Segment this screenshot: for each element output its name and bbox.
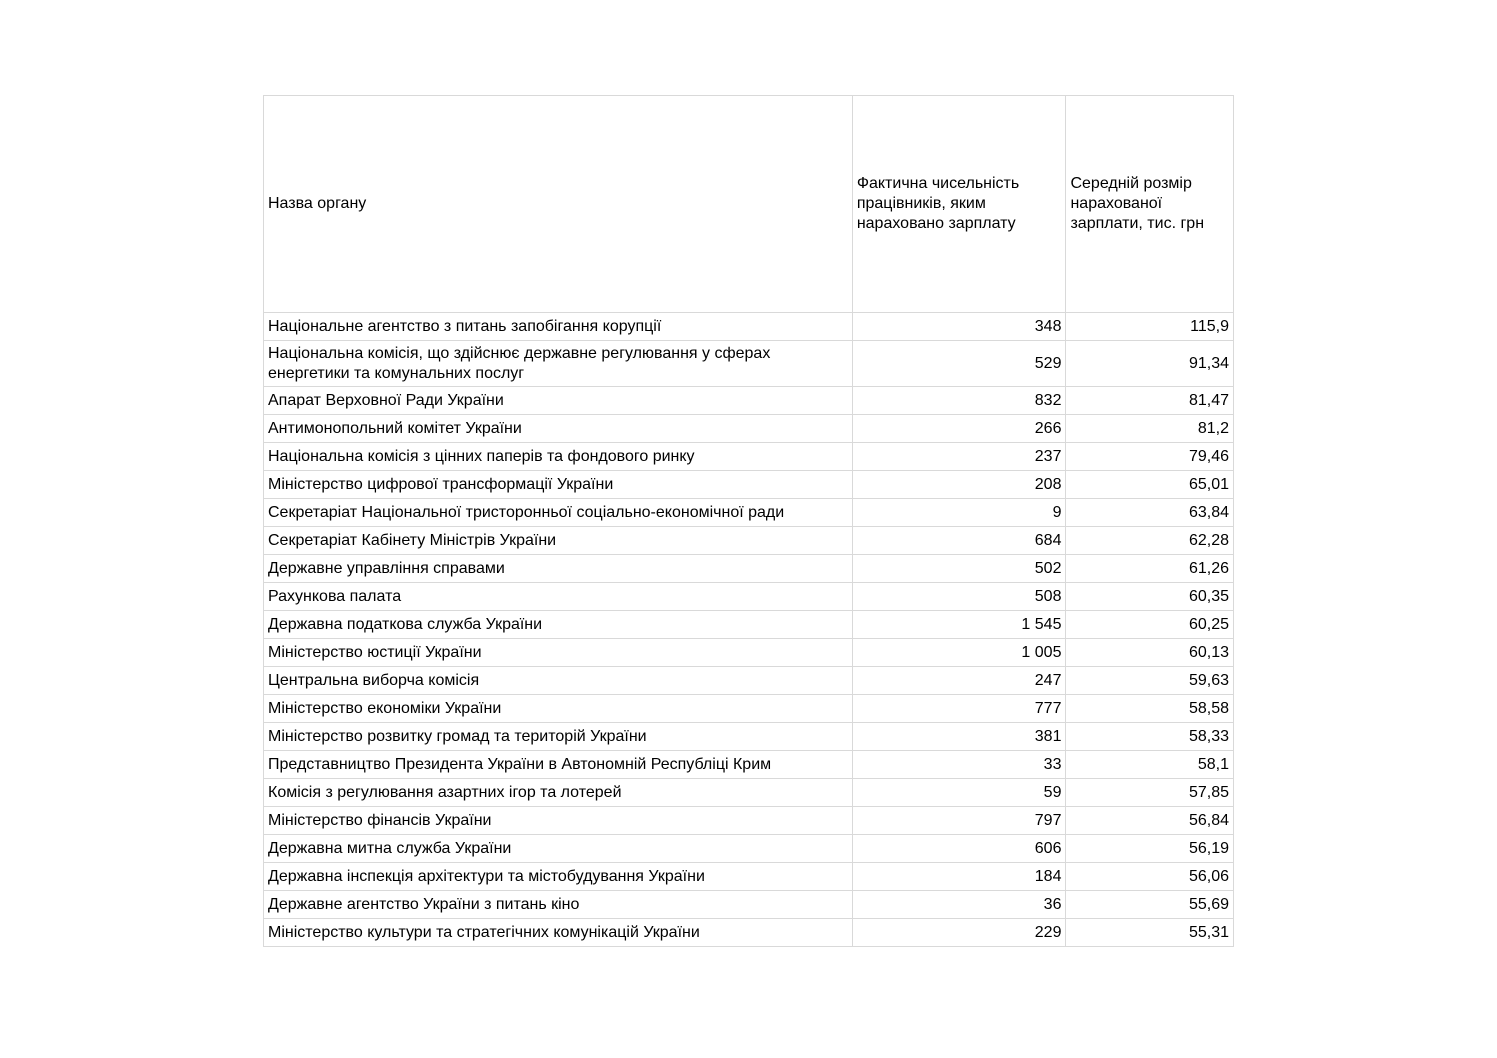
row-employee-count: 502 [852, 555, 1066, 583]
row-average-salary: 56,84 [1066, 807, 1234, 835]
table-row [264, 667, 1234, 695]
row-body-name: Міністерство економіки України [264, 695, 853, 723]
row-body-name: Міністерство фінансів України [264, 807, 853, 835]
row-average-salary: 57,85 [1066, 779, 1234, 807]
row-body-name: Представництво Президента України в Автономній Республіці Крим [264, 751, 853, 779]
row-body-name: Апарат Верховної Ради України [264, 387, 853, 415]
row-employee-count: 208 [852, 471, 1066, 499]
row-average-salary: 79,46 [1066, 443, 1234, 471]
row-body-name: Національна комісія, що здійснює державне регулювання у сферах енергетики та комунальних послуг [264, 341, 853, 387]
row-average-salary: 62,28 [1066, 527, 1234, 555]
row-employee-count: 9 [852, 499, 1066, 527]
row-employee-count: 184 [852, 863, 1066, 891]
row-average-salary: 60,13 [1066, 639, 1234, 667]
row-body-name: Національна комісія з цінних паперів та фондового ринку [264, 443, 853, 471]
table-body [264, 313, 1234, 947]
table-row [264, 779, 1234, 807]
row-employee-count: 59 [852, 779, 1066, 807]
table-row [264, 611, 1234, 639]
table-row [264, 415, 1234, 443]
row-employee-count: 508 [852, 583, 1066, 611]
header-average-salary: Середній розмір нарахованої зарплати, тис. грн [1066, 96, 1234, 313]
row-employee-count: 529 [852, 341, 1066, 387]
row-average-salary: 60,35 [1066, 583, 1234, 611]
row-average-salary: 115,9 [1066, 313, 1234, 341]
row-average-salary: 60,25 [1066, 611, 1234, 639]
row-average-salary: 65,01 [1066, 471, 1234, 499]
row-employee-count: 348 [852, 313, 1066, 341]
row-body-name: Секретаріат Кабінету Міністрів України [264, 527, 853, 555]
row-employee-count: 237 [852, 443, 1066, 471]
row-average-salary: 58,58 [1066, 695, 1234, 723]
salary-table [263, 95, 1234, 947]
table-row [264, 527, 1234, 555]
row-average-salary: 91,34 [1066, 341, 1234, 387]
row-body-name: Рахункова палата [264, 583, 853, 611]
row-employee-count: 1 005 [852, 639, 1066, 667]
table-row [264, 863, 1234, 891]
table-row [264, 499, 1234, 527]
header-row [264, 96, 1234, 313]
header-employee-count: Фактична чисельність працівників, яким нараховано зарплату [852, 96, 1066, 313]
row-body-name: Центральна виборча комісія [264, 667, 853, 695]
row-average-salary: 58,33 [1066, 723, 1234, 751]
row-employee-count: 832 [852, 387, 1066, 415]
row-employee-count: 1 545 [852, 611, 1066, 639]
row-employee-count: 777 [852, 695, 1066, 723]
table-header [264, 96, 1234, 313]
table-row [264, 471, 1234, 499]
row-employee-count: 36 [852, 891, 1066, 919]
row-body-name: Національне агентство з питань запобігання корупції [264, 313, 853, 341]
table-row [264, 387, 1234, 415]
row-average-salary: 56,19 [1066, 835, 1234, 863]
row-average-salary: 61,26 [1066, 555, 1234, 583]
table-row [264, 555, 1234, 583]
row-body-name: Державна інспекція архітектури та містобудування України [264, 863, 853, 891]
row-body-name: Комісія з регулювання азартних ігор та лотерей [264, 779, 853, 807]
row-employee-count: 266 [852, 415, 1066, 443]
table-row [264, 341, 1234, 387]
row-average-salary: 81,2 [1066, 415, 1234, 443]
row-average-salary: 63,84 [1066, 499, 1234, 527]
table-row [264, 751, 1234, 779]
table-row [264, 313, 1234, 341]
table-row [264, 695, 1234, 723]
table-row [264, 443, 1234, 471]
row-average-salary: 59,63 [1066, 667, 1234, 695]
row-body-name: Секретаріат Національної тристоронньої соціально-економічної ради [264, 499, 853, 527]
row-employee-count: 229 [852, 919, 1066, 947]
row-average-salary: 58,1 [1066, 751, 1234, 779]
row-average-salary: 55,69 [1066, 891, 1234, 919]
row-body-name: Антимонопольний комітет України [264, 415, 853, 443]
header-body-name: Назва органу [264, 96, 853, 313]
row-employee-count: 381 [852, 723, 1066, 751]
table-row [264, 835, 1234, 863]
row-employee-count: 797 [852, 807, 1066, 835]
row-employee-count: 606 [852, 835, 1066, 863]
row-body-name: Міністерство юстиції України [264, 639, 853, 667]
row-employee-count: 247 [852, 667, 1066, 695]
row-body-name: Державна митна служба України [264, 835, 853, 863]
row-employee-count: 33 [852, 751, 1066, 779]
table-row [264, 891, 1234, 919]
row-body-name: Державна податкова служба України [264, 611, 853, 639]
table-row [264, 919, 1234, 947]
row-body-name: Міністерство розвитку громад та територій України [264, 723, 853, 751]
table-row [264, 807, 1234, 835]
row-average-salary: 81,47 [1066, 387, 1234, 415]
row-average-salary: 56,06 [1066, 863, 1234, 891]
row-body-name: Державне агентство України з питань кіно [264, 891, 853, 919]
row-body-name: Міністерство культури та стратегічних комунікацій України [264, 919, 853, 947]
table-row [264, 583, 1234, 611]
row-average-salary: 55,31 [1066, 919, 1234, 947]
table-row [264, 723, 1234, 751]
row-body-name: Міністерство цифрової трансформації України [264, 471, 853, 499]
table-row [264, 639, 1234, 667]
row-employee-count: 684 [852, 527, 1066, 555]
row-body-name: Державне управління справами [264, 555, 853, 583]
